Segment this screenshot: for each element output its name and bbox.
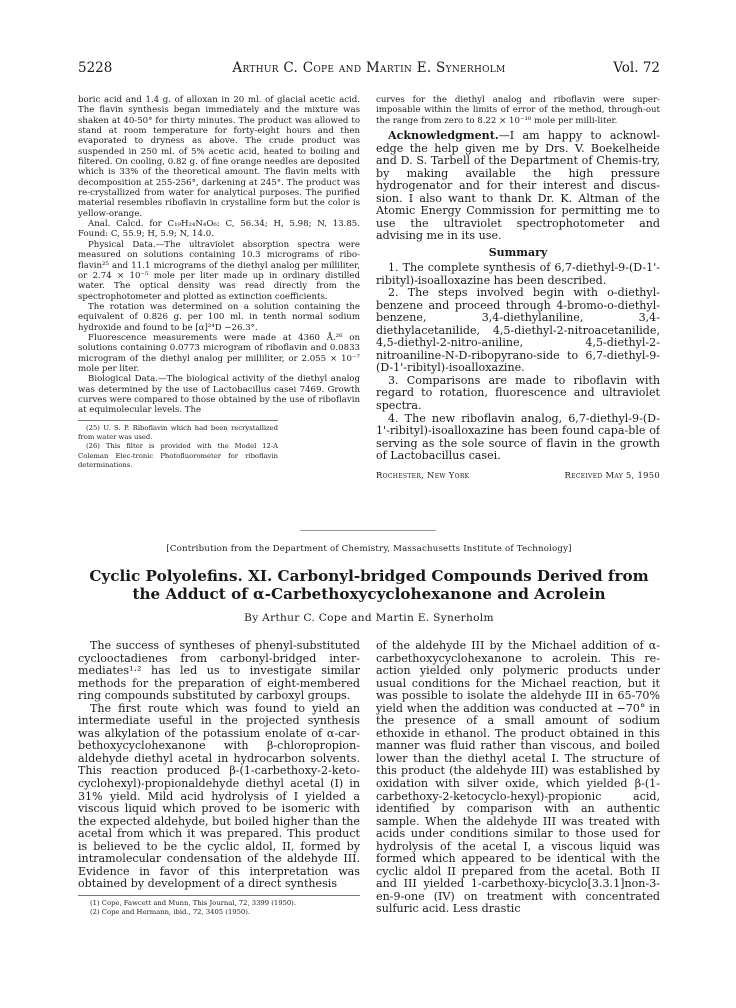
- received-date: Received May 5, 1950: [564, 469, 660, 480]
- prev-article-right-column: [376, 95, 660, 520]
- location: Rochester, New York: [376, 469, 470, 480]
- prev-paragraph: boric acid and 1.4 g. of alloxan in 20 ml. of glacial acetic acid. The flavin synthesis began immediately and the mixture was shaken at 40-50° for thirty minutes. The product was allowed to stand at room temperature for forty-eight hours and then evaporated to dryness as above. The crude product was suspended in 250 ml. of 5% acetic acid, heated to boiling and filtered. On cooling, 0.82 g. of fine orange needles are deposited which is 33% of the theoretical amount. The flavin melts with decomposition at 255-256°, darkening at 245°. The product was re-crystallized from water for analytical purposes. The purified material resembles riboflavin in crystalline form but the color is yellow-orange.: [78, 95, 360, 219]
- article-title: Cyclic Polyolefins. XI. Carbonyl-bridged Compounds Derived from the Adduct of α-Carbethoxycyclohexanone and Acrolein: [89, 567, 649, 603]
- prev-footnotes: [78, 420, 278, 471]
- acknowledgment-heading: Acknowledgment.: [388, 129, 499, 143]
- article-byline: By Arthur C. Cope and Martin E. Synerholm: [244, 612, 494, 624]
- page-header: [78, 60, 660, 80]
- summary-heading: Summary: [488, 245, 548, 259]
- acknowledgment-text: —I am happy to acknowl-edge the help given me by Drs. V. Boekelheide and D. S. Tarbell of the Department of Chemis-try, by making available the high pressure hydrogenator and for their interest and discus-sion. I also want to thank Dr. K. Altman of the Atomic Energy Commission for permitting me to use the ultraviolet spectrophotometer and advising me in its use.: [376, 129, 660, 243]
- footnote: (25) U. S. P. Riboflavin which had been recrystallized from water was used.: [78, 423, 278, 442]
- page-number: 5228: [78, 60, 113, 76]
- article-divider: [300, 530, 436, 531]
- running-title: Arthur C. Cope and Martin E. Synerholm: [232, 60, 506, 76]
- prev-paragraph: Fluorescence measurements were made at 4360 Å.²⁶ on solutions containing 0.0773 microgram of riboflavin and 0.0833 microgram of the diethyl analog per milliliter, or 2.055 × 10⁻⁷ mole per liter.: [78, 332, 360, 374]
- prev-paragraph: The rotation was determined on a solution containing the equivalent of 0.826 g. per 100 ml. in tenth normal sodium hydroxide and found to be [α]²⁴D −26.3°.: [78, 301, 360, 333]
- body-paragraph: The success of syntheses of phenyl-substituted cyclooctadienes from carbonyl-bridged inter-mediates¹·² has led us to investigate similar methods for the preparation of eight-membered ring compounds substituted by carboxyl groups.: [78, 640, 360, 703]
- prev-paragraph: Physical Data.—The ultraviolet absorption spectra were measured on solutions containing 10.3 micrograms of ribo-flavin²⁵ and 11.1 micrograms of the diethyl analog per milliliter, or 2.74 × 10⁻⁵ mole per liter made up in ordinary distilled water. The optical density was read directly from the spectrophotometer and plotted as extinction coefficients.: [78, 239, 360, 302]
- prev-paragraph: Anal. Calcd. for C₁₉H₂₄N₄O₆: C, 56.34; H, 5.98; N, 13.85. Found: C, 55.9; H, 5.9; N, 14.0.: [78, 219, 360, 240]
- body-paragraph: of the aldehyde III by the Michael addition of α-carbethoxycyclohexanone to acrolein. This re-action yielded only polymeric products under usual conditions for the Michael reaction, but it was possible to isolate the aldehyde III in 65-70% yield when the addition was conducted at −70° in the presence of a small amount of sodium ethoxide in ethanol. The product obtained in this manner was fluid rather than viscous, and boiled lower than the diethyl acetal I. The structure of this product (the aldehyde III) was established by oxidation with silver oxide, which yielded β-(1-carbethoxy-2-ketocyclo-hexyl)-propionic acid, identified by comparison with an authentic sample. When the aldehyde III was treated with acids under conditions similar to those used for hydrolysis of the acetal I, a viscous liquid was formed which appeared to be identical with the cyclic aldol II prepared from the acetal. Both II and III yielded 1-carbethoxy-bicyclo[3.3.1]non-3-en-9-one (IV) on treatment with concentrated sulfuric acid. Less drastic: [376, 640, 660, 916]
- new-article-right-column: [376, 640, 660, 985]
- prev-right-top: curves for the diethyl analog and riboflavin were super-imposable within the limits of error of the method, through-out the range from zero to 8.22 × 10⁻¹⁰ mole per milli-liter.: [376, 95, 660, 126]
- body-paragraph: The first route which was found to yield an intermediate useful in the projected synthesis was alkylation of the potassium enolate of α-car-bethoxycyclohexanone with β-chloropropion-aldehyde diethyl acetal in hydrocarbon solvents. This reaction produced β-(1-carbethoxy-2-keto-cyclohexyl)-propionaldehyde diethyl acetal (I) in 31% yield. Mild acid hydrolysis of I yielded a viscous liquid which proved to be isomeric with the expected aldehyde, but boiled higher than the acetal from which it was prepared. This product is believed to be the cyclic aldol, II, formed by intramolecular condensation of the aldehyde III. Evidence in favor of this interpretation was obtained by development of a direct synthesis: [78, 701, 360, 891]
- article-signature: [376, 470, 660, 480]
- footnote: (26) This filter is provided with the Model 12-A Coleman Elec-tronic Photofluorometer for riboflavin determinations.: [78, 442, 278, 470]
- summary-item: 3. Comparisons are made to riboflavin with regard to rotation, fluorescence and ultraviolet spectra.: [376, 373, 660, 412]
- summary-item: 2. The steps involved begin with o-diethyl-benzene and proceed through 4-bromo-o-diethyl-benzene, 3,4-diethylaniline, 3,4-diethylacetanilide, 4,5-diethyl-2-nitroacetanilide, 4,5-diethyl-2-nitro-aniline, 4,5-diethyl-2-nitroaniline-N-D-ribopyrano-side to 6,7-diethyl-9-(D-1'-ribityl)-isoalloxazine.: [376, 286, 660, 375]
- volume-label: Vol. 72: [613, 60, 660, 76]
- new-article-left-column: [78, 640, 360, 985]
- footnote: (2) Cope and Hermann, ibid., 72, 3405 (1950).: [90, 908, 251, 917]
- department-line: [Contribution from the Department of Chemistry, Massachusetts Institute of Technology]: [166, 544, 572, 554]
- new-footnotes: [78, 895, 360, 918]
- footnote: (1) Cope, Fawcett and Munn, This Journal, 72, 3399 (1950).: [90, 898, 296, 907]
- acknowledgment: [376, 130, 660, 243]
- summary-item: 4. The new riboflavin analog, 6,7-diethyl-9-(D-1'-ribityl)-isoalloxazine has been found capa-ble of serving as the sole source of flavin in the growth of Lactobacillus casei.: [376, 411, 660, 463]
- summary-item: 1. The complete synthesis of 6,7-diethyl-9-(D-1'-ribityl)-isoalloxazine has been described.: [376, 260, 660, 287]
- prev-paragraph: Biological Data.—The biological activity of the diethyl analog was determined by the use of Lactobacillus casei 7469. Growth curves were compared to those obtained by the use of riboflavin at equimolecular levels. The: [78, 374, 360, 416]
- prev-article-left-column: [78, 95, 360, 515]
